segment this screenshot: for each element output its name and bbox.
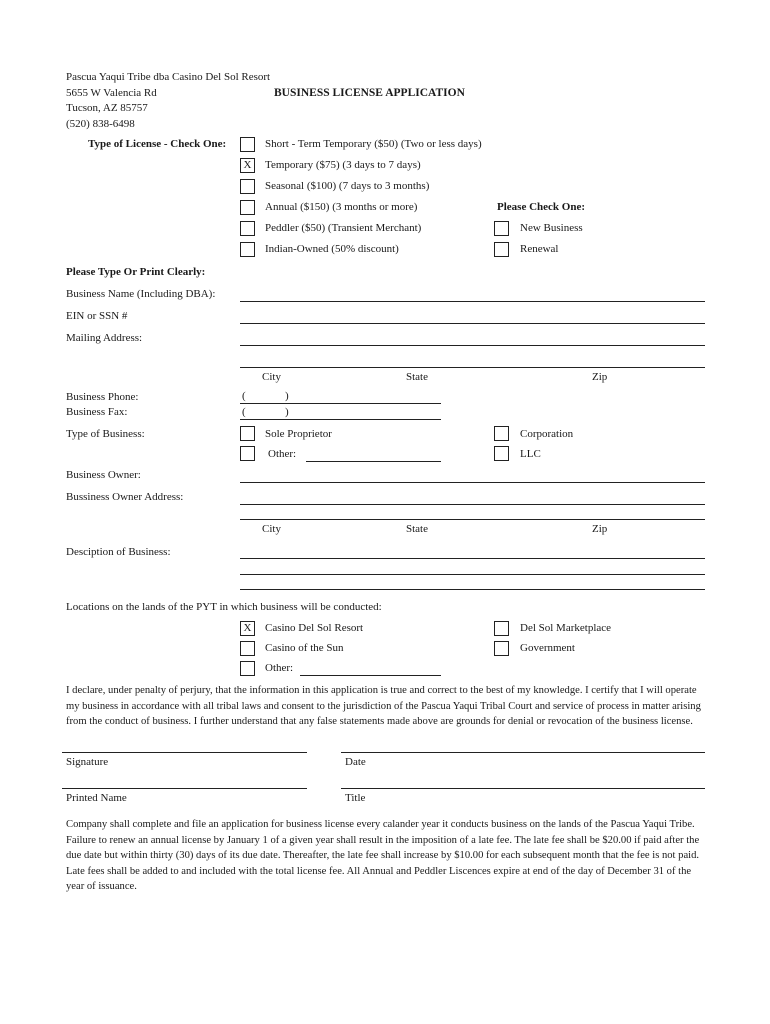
business-phone-label: Business Phone: — [66, 391, 139, 403]
renewal-label: Renewal — [520, 243, 559, 255]
casino-del-sol-checkbox[interactable]: X — [240, 621, 255, 636]
license-annual-checkbox[interactable] — [240, 200, 255, 215]
printed-name-label: Printed Name — [66, 792, 127, 804]
casino-sun-checkbox[interactable] — [240, 641, 255, 656]
government-checkbox[interactable] — [494, 641, 509, 656]
owner-address-field-2[interactable] — [240, 519, 705, 520]
type-of-business-label: Type of Business: — [66, 428, 145, 440]
org-address: 5655 W Valencia Rd — [66, 87, 157, 99]
sole-proprietor-checkbox[interactable] — [240, 426, 255, 441]
marketplace-checkbox[interactable] — [494, 621, 509, 636]
locations-label: Locations on the lands of the PYT in which business will be conducted: — [66, 601, 382, 613]
corporation-checkbox[interactable] — [494, 426, 509, 441]
print-clearly-label: Please Type Or Print Clearly: — [66, 266, 206, 278]
description-field-1[interactable] — [240, 558, 705, 559]
description-field-2[interactable] — [240, 574, 705, 575]
business-owner-field[interactable] — [240, 482, 705, 483]
location-other-checkbox[interactable] — [240, 661, 255, 676]
license-seasonal-label: Seasonal ($100) (7 days to 3 months) — [265, 180, 430, 192]
date-field[interactable] — [341, 752, 705, 753]
signature-field[interactable] — [62, 752, 307, 753]
business-other-checkbox[interactable] — [240, 446, 255, 461]
mailing-address-label: Mailing Address: — [66, 332, 143, 344]
business-name-field[interactable] — [240, 301, 705, 302]
owner-address-field[interactable] — [240, 504, 705, 505]
org-phone: (520) 838-6498 — [66, 118, 135, 130]
license-indian-owned-checkbox[interactable] — [240, 242, 255, 257]
fax-paren-close: ) — [285, 406, 289, 418]
business-phone-field[interactable] — [240, 403, 441, 404]
sole-proprietor-label: Sole Proprietor — [265, 428, 332, 440]
license-indian-owned-label: Indian-Owned (50% discount) — [265, 243, 399, 255]
business-name-label: Business Name (Including DBA): — [66, 288, 216, 300]
new-business-checkbox[interactable] — [494, 221, 509, 236]
location-other-field[interactable] — [300, 675, 441, 676]
mailing-city-label: City — [262, 371, 281, 383]
mailing-state-label: State — [406, 371, 428, 383]
title-field[interactable] — [341, 788, 705, 789]
license-type-label: Type of License - Check One: — [88, 138, 227, 150]
location-other-label: Other: — [265, 662, 294, 674]
org-name: Pascua Yaqui Tribe dba Casino Del Sol Resort — [66, 71, 271, 83]
mailing-zip-label: Zip — [592, 371, 608, 383]
fax-paren-open: ( — [242, 406, 246, 418]
business-owner-label: Business Owner: — [66, 469, 141, 481]
check-one-label: Please Check One: — [497, 201, 585, 213]
owner-address-label: Bussiness Owner Address: — [66, 491, 184, 503]
renewal-checkbox[interactable] — [494, 242, 509, 257]
business-other-label: Other: — [268, 448, 297, 460]
ein-label: EIN or SSN # — [66, 310, 128, 322]
llc-checkbox[interactable] — [494, 446, 509, 461]
ein-field[interactable] — [240, 323, 705, 324]
business-fax-field[interactable] — [240, 419, 441, 420]
printed-name-field[interactable] — [62, 788, 307, 789]
casino-sun-label: Casino of the Sun — [265, 642, 344, 654]
owner-state-label: State — [406, 523, 428, 535]
description-label: Desciption of Business: — [66, 546, 171, 558]
marketplace-label: Del Sol Marketplace — [520, 622, 612, 634]
business-other-field[interactable] — [306, 461, 441, 462]
business-fax-label: Business Fax: — [66, 406, 128, 418]
owner-zip-label: Zip — [592, 523, 608, 535]
mailing-address-field[interactable] — [240, 345, 705, 346]
date-label: Date — [345, 756, 366, 768]
license-temporary-label: Temporary ($75) (3 days to 7 days) — [265, 159, 421, 171]
phone-paren-open: ( — [242, 390, 246, 402]
mailing-address-field-2[interactable] — [240, 367, 705, 368]
license-peddler-checkbox[interactable] — [240, 221, 255, 236]
org-city: Tucson, AZ 85757 — [66, 102, 148, 114]
license-annual-label: Annual ($150) (3 months or more) — [265, 201, 418, 213]
owner-city-label: City — [262, 523, 281, 535]
license-temporary-checkbox[interactable]: X — [240, 158, 255, 173]
page-title: BUSINESS LICENSE APPLICATION — [274, 87, 465, 99]
new-business-label: New Business — [520, 222, 583, 234]
corporation-label: Corporation — [520, 428, 574, 440]
phone-paren-close: ) — [285, 390, 289, 402]
license-seasonal-checkbox[interactable] — [240, 179, 255, 194]
declaration-text: I declare, under penalty of perjury, that the information in this application is true and correct to the best of my knowledge. I certify that I will operate my business in accordance with all tribal laws and consent to the jurisdiction of the Pascua Yaqui Tribal Court and service of process in matter arising from the conduct of business. I further understand that any false statements made above are grounds for denial or revocation of the business license. — [66, 685, 701, 727]
signature-label: Signature — [66, 756, 109, 768]
title-label: Title — [345, 792, 366, 804]
footer-text: Company shall complete and file an application for business license every calander year it conducts business on the lands of the Pascua Yaqui Tribe. Failure to renew an annual license by January 1 of a given year shall result in the imposition of a late fee. The late fee shall be $20.00 if paid after the due date but within thirty (30) days of its due date. Thereafter, the late fee shall increase by $10.00 for each subsequent month that the fee is not paid. Late fees shall be added to and included with the total license fee. All Annual and Peddler Liscences expire at end of the day of December 31 of the year of issuance. — [66, 819, 700, 892]
casino-del-sol-label: Casino Del Sol Resort — [265, 622, 364, 634]
llc-label: LLC — [520, 448, 541, 460]
license-short-term-checkbox[interactable] — [240, 137, 255, 152]
license-peddler-label: Peddler ($50) (Transient Merchant) — [265, 222, 422, 234]
description-field-3[interactable] — [240, 589, 705, 590]
government-label: Government — [520, 642, 575, 654]
license-short-term-label: Short - Term Temporary ($50) (Two or less days) — [265, 138, 482, 150]
